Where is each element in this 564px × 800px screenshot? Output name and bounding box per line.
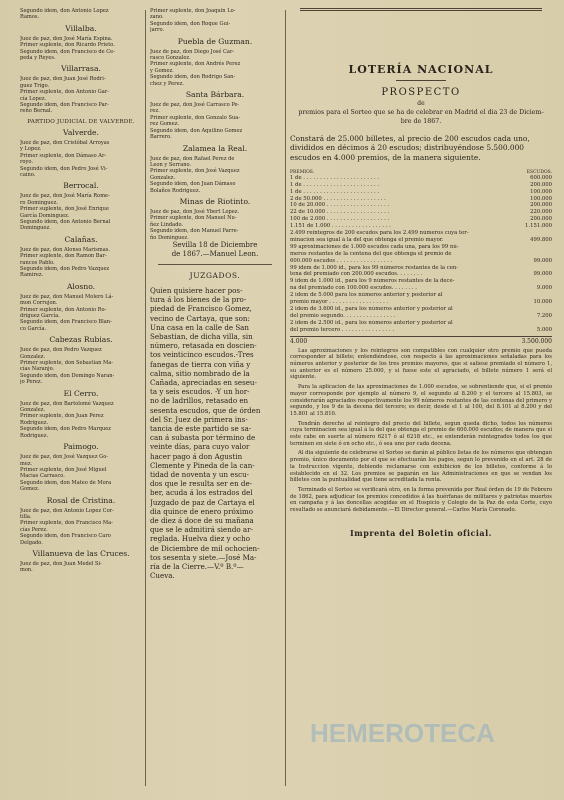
appointment-line: Segundo idem, don Francisco Blan- bbox=[20, 319, 112, 326]
prize-table bbox=[290, 175, 552, 334]
prize-description: 1.151 de 1.000 . . . . . . . . . . . . . . . . . . bbox=[290, 223, 391, 230]
juzgados-text-line: ría de la Cierre.—V.º B.º— bbox=[150, 562, 244, 572]
district-heading: PARTIDO JUDICIAL DE VALVERDE. bbox=[27, 118, 135, 125]
prize-total-row bbox=[290, 336, 552, 345]
town-heading: Alosno. bbox=[66, 281, 96, 291]
appointment-line: Gomez. bbox=[20, 486, 40, 493]
juzgados-text-line: Cueva. bbox=[150, 571, 175, 581]
prospecto-heading: PROSPECTO bbox=[381, 87, 461, 98]
prize-row bbox=[290, 223, 552, 230]
prize-amount: 200.000 bbox=[530, 181, 552, 188]
title-rule bbox=[396, 80, 446, 81]
appointment-line: rez Gomez. bbox=[150, 121, 180, 128]
juzgados-text-line: piedad de Francisco Gomez, bbox=[150, 304, 252, 314]
printer-credit: Imprenta del Boletin oficial. bbox=[350, 527, 492, 538]
prize-amount: 9.000 bbox=[536, 285, 552, 292]
prize-amount: 5.000 bbox=[536, 326, 552, 333]
summary-line-1: Constará de 25.000 billetes, al precio de 200 escudos cada uno, bbox=[290, 134, 530, 144]
condition-paragraph: Tendrán derecho al reintegro del precio del billete, segun queda dicho, todos los números cuya terminacion sea igual á la del que obtenga el premio de 600.000 escudos; de manera que si este cabe en suerte al número 6217 ó al 6218 etc., se entenderán reintegrados todos los que terminen en siete ó en ocho etc., ó sea uno por cada decena. bbox=[290, 420, 552, 447]
prize-amount: 600.000 bbox=[530, 174, 552, 181]
sevilla-date-line-1: Sevilla 18 de Diciembre bbox=[172, 240, 258, 249]
appointment-line: cías Perez. bbox=[20, 526, 48, 533]
total-escudos: 3.500.000 bbox=[521, 337, 552, 345]
appointment-line: Juez de paz, don Juan Medel Si- bbox=[20, 560, 102, 567]
appointment-line: Primer suplente, don Gonzalo Sua- bbox=[150, 114, 240, 121]
prize-row bbox=[290, 313, 552, 320]
juzgados-notice bbox=[150, 286, 280, 581]
town-heading: Rosal de Cristina. bbox=[46, 495, 116, 505]
appointment-line: caino. bbox=[20, 171, 36, 178]
town-heading: Villanueva de las Cruces. bbox=[32, 548, 130, 558]
juzgados-text-line: que se le admitirá siendo ar- bbox=[150, 525, 253, 535]
appointment-line: Juez de paz, don Juan José Rodri- bbox=[20, 76, 106, 83]
appointment-line: Segundo idem, don Pedro Vazquez bbox=[20, 265, 110, 272]
appointment-line: y Lopez. bbox=[20, 146, 42, 153]
appointment-line: Juez de paz, don José María Rome- bbox=[20, 193, 110, 200]
prize-description: meros restantes de la centena del que obtenga el premio de bbox=[290, 250, 452, 257]
juzgados-text-line: reglada. Huelva diez y ocho bbox=[150, 534, 250, 544]
appointment-line: Segundo idem, don Pedro José Vi- bbox=[20, 165, 108, 172]
prize-amount: 220.000 bbox=[530, 209, 552, 216]
column-3-lottery-prospectus bbox=[290, 8, 552, 538]
appointment-line: guez Trigo. bbox=[20, 82, 50, 89]
juzgados-text-line: tos sesenta y siete.—José Ma- bbox=[150, 552, 257, 562]
prize-amount: 10.000 bbox=[533, 299, 552, 306]
juzgados-text-line: ber, acuda á los estrados del bbox=[150, 488, 253, 498]
prize-description: 22 de 10.000 . . . . . . . . . . . . . . . . . . . bbox=[290, 209, 390, 216]
juzgados-text-line: del Sr. Juez de primera ins- bbox=[150, 414, 248, 424]
appointment-line: jarro. bbox=[150, 27, 165, 34]
appointment-line: Delgado. bbox=[20, 539, 43, 546]
appointment-line: rancos Pablo. bbox=[20, 259, 55, 266]
juzgados-text-line: Cañada, apreciadas en seseu- bbox=[150, 378, 257, 387]
summary-line-3: escudos en 4.000 premios, de la manera siguiente. bbox=[290, 152, 481, 162]
juzgados-text-line: tancia de este partido se sa- bbox=[150, 424, 252, 434]
juzgados-text-line: número, retasada en doscien- bbox=[150, 341, 257, 351]
prize-amount: 200.000 bbox=[530, 202, 552, 209]
prize-row bbox=[290, 299, 552, 306]
juzgados-text-line: Clemente y Pineda de la can- bbox=[150, 460, 255, 470]
appointment-line: Segundo idem, don Mateo de Mora bbox=[20, 479, 112, 486]
prize-description: 9 idem de 1.000 id., para los 9 números restantes de la dece- bbox=[290, 278, 455, 285]
juzgados-text-line: ta y seis escudos. -Y un hor- bbox=[150, 387, 250, 397]
prize-amount: 7.200 bbox=[536, 312, 552, 319]
appointment-line: Rodriguez. bbox=[20, 432, 49, 439]
prize-description: 2 de 50.000 . . . . . . . . . . . . . . . . . . . bbox=[290, 195, 386, 202]
juzgados-text-line: can á subasta por término de bbox=[150, 433, 256, 443]
prize-row bbox=[290, 285, 552, 292]
prize-description: del premio segundo. . . . . . . . . . . . . . . . bbox=[290, 312, 396, 319]
appointment-line: royo. bbox=[20, 159, 33, 166]
escudos-column-header: ESCUDOS. bbox=[526, 169, 552, 175]
prize-amount bbox=[506, 320, 552, 327]
prospectus-conditions bbox=[290, 348, 552, 514]
appointment-line: Juez de paz, don José Vazquez Go- bbox=[20, 454, 108, 461]
town-heading: Minas de Riotinto. bbox=[179, 196, 251, 206]
prize-description: 1 de . . . . . . . . . . . . . . . . . . . . . . . bbox=[290, 181, 380, 188]
prize-row bbox=[290, 278, 552, 285]
prize-amount bbox=[506, 244, 552, 251]
juzgados-text-line: tos veinticinco escudos.-Tres bbox=[150, 350, 254, 360]
library-watermark bbox=[292, 708, 560, 756]
appointment-line: co García. bbox=[20, 325, 47, 332]
prize-description: 600.000 escudos . . . . . . . . . . . . . . . . . bbox=[290, 257, 393, 264]
appointment-line: Primer suplente, don Antonio Gar- bbox=[20, 89, 109, 96]
judges-list-continued bbox=[150, 8, 280, 241]
appointment-line: Primer suplente, don Francisco Ma- bbox=[20, 520, 113, 527]
juzgados-text-line: calma, sitio nombrado de la bbox=[150, 368, 250, 378]
juzgados-text-line: sesenta escudos, que de órden bbox=[150, 405, 261, 415]
appointment-line: Juez de paz, don Cristóbal Arroyas bbox=[20, 139, 110, 146]
condition-paragraph: Terminado el Sorteo se verificará otro, en la forma prevenida por Real órden de 19 de Febrero de 1862, para adjudicar los premios concedidos á las huérfanas de militares y patriotas muertos en campaña y á las doncellas acogidas en el Hospicio y Colegio de la Paz de esta Corte, cuyo resultado se anunciará debidamente.—El Director general.—Carlos María Coronado. bbox=[290, 487, 552, 514]
column-2 bbox=[150, 8, 280, 580]
appointment-line: Barrero. bbox=[150, 134, 172, 141]
appointment-line: cías Naranjo. bbox=[20, 366, 55, 373]
appointment-line: Segundo idem, don Aquilino Gomez bbox=[150, 127, 243, 134]
juzgados-heading: JUZGADOS. bbox=[189, 270, 241, 280]
prize-amount: 200.000 bbox=[530, 216, 552, 223]
prize-description: 99 aproximaciones de 1.000 escudos cada una, para los 99 nú- bbox=[290, 243, 459, 250]
prize-amount: 100.000 bbox=[530, 195, 552, 202]
prize-description: 2 idem de 5.000 para los números anterior y posterior al bbox=[290, 292, 443, 299]
prize-row bbox=[290, 292, 552, 299]
appointment-line: Leon y Serrano. bbox=[150, 161, 192, 168]
prize-amount bbox=[506, 251, 552, 258]
appointment-line: Segundo idem, don Manuel Parre- bbox=[150, 228, 239, 235]
juzgados-text-line: Sebastian, de dicha villa, sin bbox=[150, 331, 253, 341]
appointment-line: Bolaños Rodriguez. bbox=[150, 187, 201, 194]
appointment-line: y Gomez. bbox=[150, 67, 174, 74]
prize-row bbox=[290, 216, 552, 223]
prize-row bbox=[290, 251, 552, 258]
appointment-line: ñez Lindado. bbox=[150, 221, 184, 228]
juzgados-text-line: dia quince de enero próximo bbox=[150, 506, 254, 516]
prize-row bbox=[290, 209, 552, 216]
appointment-line: cía Lopez. bbox=[20, 95, 47, 102]
prize-description: minacion sea igual á la del que obtenga el premio mayor. bbox=[290, 236, 444, 243]
prize-row bbox=[290, 258, 552, 265]
juzgados-text-line: no de ladrillos, retasado en bbox=[150, 396, 249, 406]
town-heading: Villalba. bbox=[65, 23, 97, 33]
condition-paragraph: Para la aplicacion de las aproximaciones de 1.000 escudos, se sobrentiende que, si el premio mayor corresponde por ejemplo al número 9, el segundo al 8.200 y el tercero al 15.803, se considerarán agraciados respectivamente los 99 números restantes de las centenas del primero y segundo, y los 9 de la decena del tercero; es decir, desde el 1 al 100, del 8.101 al 8.200 y del 15.801 al 15.810. bbox=[290, 384, 552, 417]
appointment-line: Ramos. bbox=[20, 14, 40, 21]
juzgados-text-line: dos que le resulta ser en de- bbox=[150, 479, 253, 489]
appointment-line: Primer suplente, don Manuel Nu- bbox=[150, 215, 237, 222]
prize-row bbox=[290, 320, 552, 327]
appointment-line: Primer suplente, don Antonio Ro- bbox=[20, 306, 107, 313]
lottery-title: LOTERÍA NACIONAL bbox=[348, 63, 494, 76]
prize-row bbox=[290, 189, 552, 196]
appointment-line: rez. bbox=[150, 108, 160, 115]
prize-description: tena del premiado con 200.000 escudos. . . . . . . . bbox=[290, 271, 423, 278]
juzgados-text-line: Quien quisiere hacer pos- bbox=[150, 285, 243, 295]
appointment-line: Segundo idem, don Roque Gui- bbox=[150, 20, 231, 27]
prize-description: 2 idem de 3.600 id., para los números anterior y posterior al bbox=[290, 306, 453, 313]
appointment-line: Juez de paz, don Bartolomé Vazquez bbox=[20, 400, 114, 407]
appointment-line: Juez de paz, don José María Espina. bbox=[20, 35, 113, 42]
top-double-rule bbox=[300, 8, 542, 11]
appointment-line: Primer suplente, don Juan Perez bbox=[20, 413, 104, 420]
prize-amount: 99.000 bbox=[533, 271, 552, 278]
appointment-line: Macias Carrasco. bbox=[20, 473, 65, 480]
town-heading: Puebla de Guzman. bbox=[177, 36, 253, 46]
appointment-line: rasco Gonzalez. bbox=[150, 55, 191, 62]
prize-row bbox=[290, 265, 552, 272]
condition-paragraph: Al dia siguiente de celebrarse el Sorteo se darán al público listas de los números que obtengan premio, único documento por el que se efectuarán los pagos, segun lo prevenido en el art. 28 de la Instruccion vigente, debiendo reclamarse con exhibicion de los billetes, conforme á lo establecido en el 32. Los premios se pagarán en las Administraciones en que se vendan los billetes con la puntualidad que tiene acreditada la renta. bbox=[290, 450, 552, 484]
appointment-line: Juez de paz, don Antonio Lopez Cor- bbox=[20, 507, 114, 514]
prize-description: 1 de . . . . . . . . . . . . . . . . . . . . . . . bbox=[290, 188, 380, 195]
summary-line-2: divididos en décimos á 20 escudos; distribuyéndose 5.500.000 bbox=[290, 143, 524, 153]
prize-row bbox=[290, 306, 552, 313]
prize-amount: 100.000 bbox=[530, 188, 552, 195]
prize-row bbox=[290, 182, 552, 189]
appointment-line: peda y Reyes. bbox=[20, 55, 56, 62]
juzgados-text-line: vecino de Cartaya, que son: bbox=[150, 313, 250, 323]
town-heading: Calañas. bbox=[64, 234, 98, 244]
prize-description: 100 de 2.000 . . . . . . . . . . . . . . . . . . . bbox=[290, 216, 390, 223]
appointment-line: Segundo idem, don Antonio Bernal bbox=[20, 218, 111, 225]
appointment-line: Segundo idem, don Francisco de Ce- bbox=[20, 48, 115, 55]
prize-description: del premio tercero . . . . . . . . . . . . . . . . bbox=[290, 326, 395, 333]
column-rule-1 bbox=[145, 10, 146, 786]
prize-description: premio mayor . . . . . . . . . . . . . . . . . . bbox=[290, 299, 389, 306]
prize-row bbox=[290, 230, 552, 237]
appointment-line: Primer suplente, don Andrés Perez bbox=[150, 61, 241, 68]
appointment-line: Juez de paz, don José Carrasco Pe- bbox=[150, 102, 240, 109]
appointment-line: mon Corrujon. bbox=[20, 300, 58, 307]
town-heading: El Cerro. bbox=[63, 388, 99, 398]
prize-row bbox=[290, 244, 552, 251]
juzgados-text-line: Una casa en la calle de San bbox=[150, 322, 249, 332]
prize-amount: 99.000 bbox=[533, 257, 552, 264]
juzgados-text-line: Juzgado de paz de Cartaya el bbox=[150, 497, 255, 507]
section-separator bbox=[158, 264, 272, 265]
prize-row bbox=[290, 237, 552, 244]
appointment-line: Gonzalez. bbox=[150, 174, 176, 181]
draw-intro-line-1: premios para el Sorteo que se ha de celebrar en Madrid el dia 23 de Diciem- bbox=[298, 109, 544, 116]
prize-amount bbox=[506, 306, 552, 313]
town-heading: Valverde. bbox=[63, 127, 99, 137]
juzgados-text-line: hacer pago á don Agustin bbox=[150, 451, 243, 461]
appointment-line: Rodriguez. bbox=[20, 419, 49, 426]
appointment-line: Primer suplente, don Ramon Bar- bbox=[20, 253, 107, 260]
prize-row bbox=[290, 196, 552, 203]
juzgados-text-line: veinte días, para cuyo valor bbox=[150, 442, 250, 452]
appointment-line: Segundo idem, don Rodrigo San- bbox=[150, 74, 236, 81]
appointment-line: jo Perez. bbox=[20, 379, 43, 386]
total-prizes: 4.000 bbox=[290, 337, 308, 345]
appointment-line: Primer suplente, don Ricardo Prieto. bbox=[20, 42, 115, 49]
town-heading: Santa Bárbara. bbox=[185, 90, 245, 100]
appointment-line: Segundo idem, don Pedro Marquez bbox=[20, 426, 111, 433]
prize-description: 10 de 20.000 . . . . . . . . . . . . . . . . . . . bbox=[290, 202, 390, 209]
prize-amount bbox=[506, 278, 552, 285]
town-heading: Berrocal. bbox=[63, 181, 99, 191]
appointment-line: tilla. bbox=[20, 513, 32, 520]
column-rule-2 bbox=[285, 10, 286, 786]
prize-amount bbox=[506, 292, 552, 299]
town-heading: Cabezas Rubias. bbox=[49, 335, 113, 345]
juzgados-text-line: de diez á doce de su mañana bbox=[150, 516, 254, 526]
appointment-line: Primer suplente, don José Vazquez bbox=[150, 168, 240, 175]
prize-amount bbox=[506, 265, 552, 272]
appointment-line: Juez de paz, don Rafael Perez de bbox=[150, 155, 235, 162]
appointment-line: mez. bbox=[20, 460, 33, 467]
appointment-line: ro Dominguez. bbox=[20, 199, 58, 206]
appointment-line: Segundo idem, don Juan Dámaso bbox=[150, 181, 236, 188]
appointment-line: Primer suplente, don Dámaso Ar- bbox=[20, 152, 107, 159]
juzgados-text-line: tidad de noventa y un escu- bbox=[150, 470, 250, 480]
appointment-line: Gonzalez. bbox=[20, 353, 46, 360]
appointment-line: Segundo idem, don Antonio Lopez bbox=[20, 8, 109, 14]
juzgados-text-line: de Diciembre de mil ochocien- bbox=[150, 543, 260, 553]
appointment-line: Primer suplente, don José Miguel bbox=[20, 466, 107, 473]
appointment-line: reño Bernal. bbox=[20, 108, 53, 115]
prize-row bbox=[290, 175, 552, 182]
draw-intro-line-2: bre de 1867. bbox=[400, 117, 442, 125]
appointment-line: Juez de paz, don Pedro Vazquez bbox=[20, 347, 102, 354]
appointment-line: Ramirez. bbox=[20, 272, 44, 279]
appointment-line: Juez de paz, don Diego José Car- bbox=[150, 48, 235, 55]
juzgados-text-line: fanegas de tierra con viña y bbox=[150, 359, 251, 369]
prize-amount bbox=[506, 230, 552, 237]
sevilla-date-line-2: de 1867.—Manuel Leon. bbox=[171, 249, 259, 258]
prize-row bbox=[290, 202, 552, 209]
prize-description: na del premiado con 100.000 escudos. . . . . . . . bbox=[290, 285, 417, 292]
watermark-text: HEMEROTECA bbox=[310, 718, 495, 748]
prize-amount: 1.151.000 bbox=[525, 223, 552, 230]
town-heading: Villarrasa. bbox=[61, 64, 101, 74]
prize-description: 2.499 reintegros de 200 escudos para los 2.499 números cuya ter- bbox=[290, 230, 469, 237]
appointment-line: chez y Perez. bbox=[150, 80, 184, 87]
appointment-line: Segundo idem, don Domingo Naran- bbox=[20, 372, 115, 379]
prizes-column-header: PREMIOS. bbox=[290, 169, 315, 175]
appointment-line: García Dominguez. bbox=[20, 212, 70, 219]
appointment-line: zano. bbox=[150, 14, 164, 21]
appointment-line: Segundo idem, don Francisco Par- bbox=[20, 102, 109, 109]
town-heading: Zalamea la Real. bbox=[182, 143, 248, 153]
appointment-line: Juez de paz, don Alonso Marismas. bbox=[20, 246, 110, 253]
town-heading: Paimogo. bbox=[63, 442, 99, 452]
appointment-line: Dominguez. bbox=[20, 225, 51, 232]
prize-description: 1 de . . . . . . . . . . . . . . . . . . . . . . . bbox=[290, 174, 380, 181]
prize-description: 99 idem de 1.000 id., para los 99 números restantes de la cen- bbox=[290, 264, 459, 271]
condition-paragraph: Las aproximaciones y los reintegros son compatibles con cualquier otro premio que pueda corresponder al billete; entendiéndose, con respecto á las aproximaciones señaladas para los números anterior y posterior de los tres premios mayores, que si saliese premiado el número 1, su anterior es el número 25.000, y si fuese este el agraciado, el billete número 1 será el siguiente. bbox=[290, 347, 552, 381]
appointment-line: Segundo idem, don Francisco Caro bbox=[20, 533, 111, 540]
prize-amount: 499.800 bbox=[530, 236, 552, 243]
appointment-line: mon. bbox=[20, 567, 33, 574]
appointment-line: Juez de paz, don José Ybert Lopez. bbox=[150, 208, 240, 215]
prize-row bbox=[290, 271, 552, 278]
appointment-line: Primer suplente, don Joaquin Lo- bbox=[150, 8, 236, 14]
column-1-judges-list bbox=[20, 8, 142, 574]
appointment-line: ño Dominguez. bbox=[150, 234, 189, 241]
prize-description: 2 idem de 2.500 id., para los números anterior y posterior al bbox=[290, 319, 453, 326]
appointment-line: Primer suplente, don Sebastian Ma- bbox=[20, 360, 113, 367]
de-word: de bbox=[417, 100, 425, 107]
appointment-line: driguez García. bbox=[20, 313, 60, 319]
prize-row bbox=[290, 327, 552, 334]
appointment-line: Primer suplente, don José Enrique bbox=[20, 206, 109, 213]
juzgados-text-line: tura á los bienes de la pro- bbox=[150, 295, 247, 305]
appointment-line: Juez de paz, don Manuel Molero Lá- bbox=[20, 293, 114, 300]
appointment-line: Gonzalez. bbox=[20, 407, 46, 414]
